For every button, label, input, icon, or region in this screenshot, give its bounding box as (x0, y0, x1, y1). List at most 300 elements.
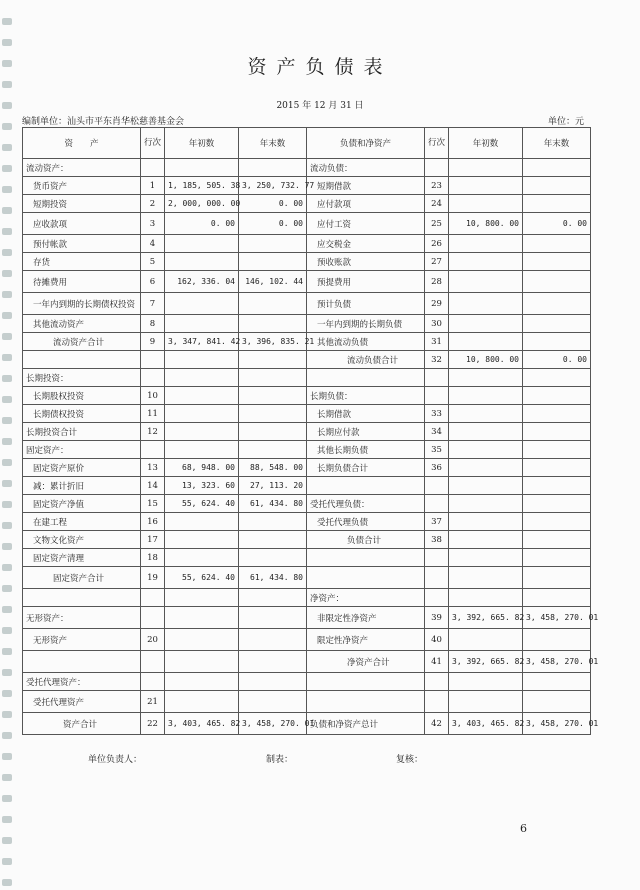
liability-end-value (523, 673, 591, 691)
liability-name (307, 691, 425, 713)
liability-line-no: 38 (425, 531, 449, 549)
asset-line-no: 4 (141, 235, 165, 253)
liability-begin-value (449, 567, 523, 589)
table-row (23, 405, 591, 423)
asset-name: 固定资产： (23, 441, 141, 459)
liability-end-value (523, 369, 591, 387)
liability-name: 一年内到期的长期负债 (307, 315, 425, 333)
asset-begin-value (165, 441, 239, 459)
table-row (23, 713, 591, 735)
binder-hole (2, 690, 12, 697)
asset-name: 其他流动资产 (23, 315, 141, 333)
liability-end-value (523, 531, 591, 549)
table-row (23, 531, 591, 549)
asset-end-value (239, 253, 307, 271)
asset-end-value (239, 369, 307, 387)
asset-line-no: 17 (141, 531, 165, 549)
asset-end-value: 61, 434. 80 (239, 495, 307, 513)
table-row (23, 629, 591, 651)
table-row (23, 213, 591, 235)
liability-line-no (425, 495, 449, 513)
liability-line-no: 34 (425, 423, 449, 441)
liability-line-no: 36 (425, 459, 449, 477)
liability-name (307, 477, 425, 495)
liability-name: 应付工资 (307, 213, 425, 235)
liability-name (307, 673, 425, 691)
asset-name: 在建工程 (23, 513, 141, 531)
binder-hole (2, 837, 12, 844)
asset-begin-value (165, 629, 239, 651)
asset-name: 待摊费用 (23, 271, 141, 293)
asset-end-value (239, 159, 307, 177)
liability-end-value (523, 159, 591, 177)
table-row (23, 315, 591, 333)
liability-end-value (523, 333, 591, 351)
liability-end-value (523, 691, 591, 713)
asset-line-no: 9 (141, 333, 165, 351)
liability-end-value (523, 405, 591, 423)
asset-line-no: 19 (141, 567, 165, 589)
currency-unit: 单位：元 (548, 117, 585, 127)
asset-end-value (239, 549, 307, 567)
liability-line-no: 30 (425, 315, 449, 333)
table-row (23, 235, 591, 253)
asset-line-no: 10 (141, 387, 165, 405)
liability-name: 长期负债： (307, 387, 425, 405)
asset-begin-value (165, 369, 239, 387)
asset-line-no (141, 369, 165, 387)
table-header-row (23, 128, 591, 159)
asset-end-value (239, 629, 307, 651)
liability-line-no: 37 (425, 513, 449, 531)
asset-begin-value (165, 607, 239, 629)
liability-line-no (425, 477, 449, 495)
liability-end-value (523, 567, 591, 589)
asset-name: 长期投资合计 (23, 423, 141, 441)
asset-name: 受托代理资产 (23, 691, 141, 713)
liability-line-no: 35 (425, 441, 449, 459)
liability-line-no: 41 (425, 651, 449, 673)
liability-begin-value (449, 589, 523, 607)
table-row (23, 253, 591, 271)
asset-end-value (239, 423, 307, 441)
table-row (23, 159, 591, 177)
asset-begin-value: 55, 624. 40 (165, 567, 239, 589)
asset-name: 受托代理资产： (23, 673, 141, 691)
liability-name: 预提费用 (307, 271, 425, 293)
asset-line-no (141, 673, 165, 691)
balance-sheet-table (22, 127, 599, 735)
asset-end-value (239, 651, 307, 673)
binder-hole (2, 501, 12, 508)
binder-hole (2, 333, 12, 340)
asset-begin-value: 55, 624. 40 (165, 495, 239, 513)
asset-name: 货币资产 (23, 177, 141, 195)
liability-begin-value (449, 531, 523, 549)
binder-hole (2, 774, 12, 781)
table-row (23, 333, 591, 351)
asset-begin-value (165, 235, 239, 253)
asset-name: 预付帐款 (23, 235, 141, 253)
liability-begin-value (449, 315, 523, 333)
asset-begin-value (165, 351, 239, 369)
binder-hole (2, 186, 12, 193)
asset-name: 固定资产清理 (23, 549, 141, 567)
liability-name: 短期借款 (307, 177, 425, 195)
header-end-2: 年末数 (523, 128, 591, 159)
liability-end-value (523, 423, 591, 441)
asset-name: 一年内到期的长期债权投资 (23, 293, 141, 315)
liability-end-value: 3, 458, 270. 01 (523, 651, 591, 673)
asset-end-value (239, 513, 307, 531)
asset-end-value (239, 691, 307, 713)
liability-begin-value (449, 673, 523, 691)
asset-line-no: 11 (141, 405, 165, 423)
asset-begin-value: 2, 000, 000. 00 (165, 195, 239, 213)
table-row (23, 673, 591, 691)
asset-name: 应收款项 (23, 213, 141, 235)
liability-begin-value (449, 195, 523, 213)
asset-line-no: 6 (141, 271, 165, 293)
table-row (23, 607, 591, 629)
asset-begin-value: 3, 347, 841. 42 (165, 333, 239, 351)
asset-line-no (141, 159, 165, 177)
table-row (23, 423, 591, 441)
binder-hole (2, 459, 12, 466)
liability-begin-value (449, 549, 523, 567)
asset-begin-value (165, 253, 239, 271)
binder-hole (2, 585, 12, 592)
asset-begin-value: 0. 00 (165, 213, 239, 235)
asset-end-value: 88, 548. 00 (239, 459, 307, 477)
asset-end-value: 0. 00 (239, 195, 307, 213)
binder-hole (2, 879, 12, 886)
asset-end-value: 27, 113. 20 (239, 477, 307, 495)
binder-hole (2, 648, 12, 655)
liability-name: 长期应付款 (307, 423, 425, 441)
liability-end-value (523, 589, 591, 607)
binder-hole (2, 564, 12, 571)
binder-hole (2, 480, 12, 487)
asset-line-no: 8 (141, 315, 165, 333)
liability-begin-value (449, 513, 523, 531)
header-end: 年末数 (239, 128, 307, 159)
liability-line-no: 27 (425, 253, 449, 271)
liability-begin-value (449, 629, 523, 651)
liability-name: 负债合计 (307, 531, 425, 549)
asset-name: 长期股权投资 (23, 387, 141, 405)
liability-name: 预收账款 (307, 253, 425, 271)
asset-name (23, 651, 141, 673)
liability-line-no: 32 (425, 351, 449, 369)
asset-end-value: 61, 434. 80 (239, 567, 307, 589)
header-assets: 资 产 (23, 128, 141, 159)
asset-name (23, 351, 141, 369)
liability-end-value: 0. 00 (523, 351, 591, 369)
liability-end-value: 3, 458, 270. 01 (523, 713, 591, 735)
liability-line-no: 29 (425, 293, 449, 315)
asset-line-no: 13 (141, 459, 165, 477)
asset-name: 存货 (23, 253, 141, 271)
asset-begin-value: 162, 336. 04 (165, 271, 239, 293)
liability-line-no: 28 (425, 271, 449, 293)
asset-name: 无形资产 (23, 629, 141, 651)
liability-line-no (425, 369, 449, 387)
binder-hole (2, 753, 12, 760)
liability-begin-value (449, 253, 523, 271)
liability-end-value (523, 387, 591, 405)
liability-begin-value: 3, 392, 665. 82 (449, 651, 523, 673)
liability-begin-value: 10, 800. 00 (449, 213, 523, 235)
liability-line-no: 39 (425, 607, 449, 629)
liability-begin-value (449, 495, 523, 513)
liability-line-no: 26 (425, 235, 449, 253)
asset-line-no: 7 (141, 293, 165, 315)
binder-hole (2, 249, 12, 256)
asset-name: 无形资产： (23, 607, 141, 629)
header-begin: 年初数 (165, 128, 239, 159)
binder-hole (2, 207, 12, 214)
liability-end-value: 3, 458, 270. 01 (523, 607, 591, 629)
liability-name: 受托代理负债 (307, 513, 425, 531)
liability-line-no (425, 549, 449, 567)
liability-line-no (425, 567, 449, 589)
header-line-no: 行次 (141, 128, 165, 159)
liability-end-value (523, 495, 591, 513)
liability-line-no (425, 673, 449, 691)
asset-line-no (141, 589, 165, 607)
asset-end-value: 3, 458, 270. 01 (239, 713, 307, 735)
header-line-no-2: 行次 (425, 128, 449, 159)
liability-name: 其他长期负债 (307, 441, 425, 459)
organization-label: 编制单位：汕头市平东肖华松慈善基金会 (22, 117, 185, 127)
page-number: 6 (520, 822, 527, 835)
binder-hole (2, 312, 12, 319)
liability-begin-value (449, 369, 523, 387)
liability-name (307, 369, 425, 387)
asset-name: 短期投资 (23, 195, 141, 213)
asset-begin-value (165, 589, 239, 607)
asset-name: 长期债权投资 (23, 405, 141, 423)
asset-line-no: 18 (141, 549, 165, 567)
asset-end-value (239, 673, 307, 691)
binder-hole (2, 522, 12, 529)
liability-begin-value (449, 477, 523, 495)
asset-end-value (239, 589, 307, 607)
binder-hole (2, 165, 12, 172)
asset-begin-value (165, 549, 239, 567)
binder-hole (2, 144, 12, 151)
liability-end-value: 0. 00 (523, 213, 591, 235)
asset-line-no: 12 (141, 423, 165, 441)
liability-name: 流动负债： (307, 159, 425, 177)
liability-line-no: 31 (425, 333, 449, 351)
liability-end-value (523, 293, 591, 315)
asset-begin-value (165, 159, 239, 177)
asset-line-no: 3 (141, 213, 165, 235)
liability-begin-value (449, 235, 523, 253)
table-row (23, 177, 591, 195)
liability-line-no: 23 (425, 177, 449, 195)
footer-unit-head: 单位负责人： (88, 755, 143, 765)
binder-hole (2, 354, 12, 361)
binder-hole (2, 291, 12, 298)
report-date: 2015 年 12 月 31 日 (276, 101, 364, 111)
asset-line-no: 2 (141, 195, 165, 213)
liability-begin-value (449, 293, 523, 315)
asset-begin-value (165, 691, 239, 713)
liability-end-value (523, 477, 591, 495)
liability-end-value (523, 177, 591, 195)
asset-begin-value (165, 405, 239, 423)
asset-line-no: 1 (141, 177, 165, 195)
asset-name: 固定资产原价 (23, 459, 141, 477)
table-row (23, 651, 591, 673)
binder-hole (2, 81, 12, 88)
binder-hole (2, 396, 12, 403)
asset-end-value: 146, 102. 44 (239, 271, 307, 293)
liability-begin-value: 3, 403, 465. 82 (449, 713, 523, 735)
liability-name (307, 567, 425, 589)
asset-line-no: 22 (141, 713, 165, 735)
liability-begin-value (449, 423, 523, 441)
liability-begin-value (449, 387, 523, 405)
liability-end-value (523, 315, 591, 333)
asset-begin-value (165, 387, 239, 405)
table-row (23, 495, 591, 513)
table-row (23, 369, 591, 387)
binder-hole (2, 816, 12, 823)
asset-end-value (239, 405, 307, 423)
asset-begin-value (165, 293, 239, 315)
asset-begin-value: 13, 323. 60 (165, 477, 239, 495)
liability-begin-value (449, 271, 523, 293)
liability-end-value (523, 629, 591, 651)
asset-name: 减：累计折旧 (23, 477, 141, 495)
footer-reviewer: 复核： (396, 755, 424, 765)
header-begin-2: 年初数 (449, 128, 523, 159)
binder-hole (2, 606, 12, 613)
asset-end-value: 3, 250, 732. 77 (239, 177, 307, 195)
liability-line-no (425, 159, 449, 177)
liability-begin-value: 10, 800. 00 (449, 351, 523, 369)
liability-end-value (523, 459, 591, 477)
table-row (23, 387, 591, 405)
liability-end-value (523, 195, 591, 213)
asset-begin-value (165, 513, 239, 531)
liability-begin-value (449, 333, 523, 351)
liability-name: 流动负债合计 (307, 351, 425, 369)
table-row (23, 589, 591, 607)
asset-end-value: 3, 396, 835. 21 (239, 333, 307, 351)
table-row (23, 271, 591, 293)
asset-name: 文物文化资产 (23, 531, 141, 549)
liability-end-value (523, 235, 591, 253)
liability-begin-value (449, 691, 523, 713)
asset-name: 流动资产合计 (23, 333, 141, 351)
asset-name: 资产合计 (23, 713, 141, 735)
liability-line-no (425, 387, 449, 405)
table-row (23, 567, 591, 589)
asset-end-value (239, 315, 307, 333)
asset-end-value (239, 607, 307, 629)
table-row (23, 441, 591, 459)
asset-line-no (141, 441, 165, 459)
asset-begin-value (165, 315, 239, 333)
binder-holes (0, 0, 20, 890)
asset-line-no (141, 651, 165, 673)
asset-name: 固定资产净值 (23, 495, 141, 513)
table-row (23, 513, 591, 531)
liability-name: 非限定性净资产 (307, 607, 425, 629)
asset-line-no: 14 (141, 477, 165, 495)
binder-hole (2, 417, 12, 424)
binder-hole (2, 123, 12, 130)
asset-end-value (239, 293, 307, 315)
asset-line-no: 20 (141, 629, 165, 651)
liability-begin-value (449, 459, 523, 477)
liability-line-no: 40 (425, 629, 449, 651)
liability-name: 长期负债合计 (307, 459, 425, 477)
asset-end-value (239, 351, 307, 369)
asset-end-value (239, 531, 307, 549)
binder-hole (2, 795, 12, 802)
liability-begin-value (449, 405, 523, 423)
page-title: 资产负债表 (247, 56, 393, 78)
liability-end-value (523, 513, 591, 531)
asset-line-no (141, 607, 165, 629)
asset-end-value (239, 235, 307, 253)
asset-begin-value (165, 423, 239, 441)
asset-begin-value (165, 531, 239, 549)
asset-begin-value: 1, 185, 505. 38 (165, 177, 239, 195)
liability-line-no (425, 691, 449, 713)
binder-hole (2, 438, 12, 445)
liability-end-value (523, 549, 591, 567)
binder-hole (2, 627, 12, 634)
asset-line-no: 15 (141, 495, 165, 513)
liability-name: 净资产： (307, 589, 425, 607)
asset-name (23, 589, 141, 607)
liability-name: 长期借款 (307, 405, 425, 423)
asset-begin-value: 3, 403, 465. 82 (165, 713, 239, 735)
binder-hole (2, 711, 12, 718)
liability-end-value (523, 271, 591, 293)
liability-name: 净资产合计 (307, 651, 425, 673)
asset-name: 长期投资： (23, 369, 141, 387)
asset-name: 流动资产： (23, 159, 141, 177)
table-row (23, 351, 591, 369)
asset-line-no: 16 (141, 513, 165, 531)
binder-hole (2, 375, 12, 382)
liability-name: 其他流动负债 (307, 333, 425, 351)
liability-name: 限定性净资产 (307, 629, 425, 651)
liability-begin-value (449, 441, 523, 459)
binder-hole (2, 228, 12, 235)
asset-begin-value (165, 651, 239, 673)
table-row (23, 477, 591, 495)
binder-hole (2, 543, 12, 550)
header-liabilities: 负债和净资产 (307, 128, 425, 159)
liability-line-no: 25 (425, 213, 449, 235)
asset-end-value (239, 387, 307, 405)
binder-hole (2, 732, 12, 739)
footer-prepared-by: 制表： (266, 755, 294, 765)
binder-hole (2, 858, 12, 865)
table-row (23, 549, 591, 567)
binder-hole (2, 270, 12, 277)
liability-begin-value: 3, 392, 665. 82 (449, 607, 523, 629)
